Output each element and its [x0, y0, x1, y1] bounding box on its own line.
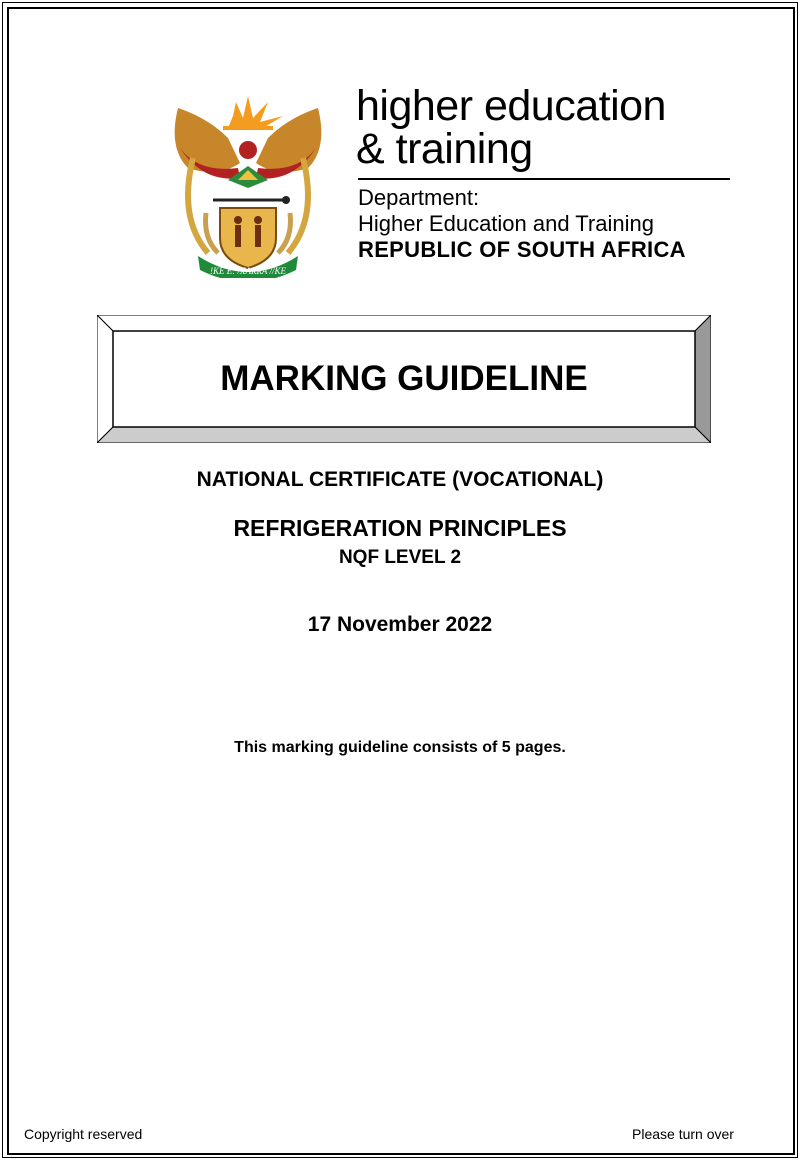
nqf-level: NQF LEVEL 2	[338, 547, 462, 568]
footer-turn-over: Please turn over	[632, 1126, 734, 1142]
brand-line-1: higher education	[356, 82, 666, 130]
department-label: Department:	[358, 185, 480, 210]
page-count-note: This marking guideline consists of 5 pages.	[234, 739, 566, 756]
country-name: REPUBLIC OF SOUTH AFRICA	[358, 237, 686, 262]
footer-copyright: Copyright reserved	[24, 1126, 143, 1142]
brand-divider	[358, 178, 730, 180]
subject: REFRIGERATION PRINCIPLES	[233, 515, 567, 541]
coat-of-arms-logo	[168, 88, 328, 278]
coat-of-arms-motto: !KE E: /XARRA //KE	[209, 266, 287, 276]
document-title: MARKING GUIDELINE	[220, 359, 588, 398]
exam-date: 17 November 2022	[307, 613, 493, 636]
brand-line-2: & training	[356, 125, 533, 173]
qualification: NATIONAL CERTIFICATE (VOCATIONAL)	[196, 468, 604, 491]
department-name: Higher Education and Training	[358, 211, 654, 236]
